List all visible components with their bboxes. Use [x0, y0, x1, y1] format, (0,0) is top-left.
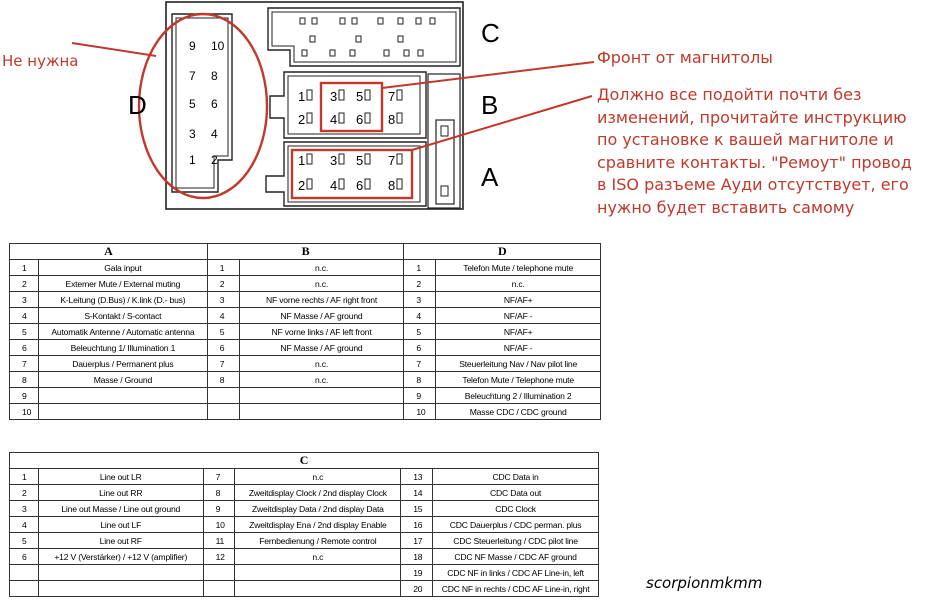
table-row	[10, 517, 599, 533]
pin-function-cell: NF Masse / AF ground	[239, 308, 404, 324]
note-line: изменений, прочитайте инструкцию	[597, 107, 907, 127]
pin-d-6: 6	[211, 97, 218, 111]
pin-number-cell: 3	[404, 292, 436, 308]
pin-function-cell: Externer Mute / External muting	[38, 276, 207, 292]
pin-function-cell: Automatik Antenne / Automatic antenna	[38, 324, 207, 340]
note-line: в ISO разъеме Ауди отсутствует, его	[597, 175, 909, 194]
table-row	[10, 581, 599, 597]
pin-function-cell: Beleuchtung 1/ Illumination 1	[38, 340, 207, 356]
table-row	[10, 533, 599, 549]
pin-number-cell: 4	[207, 308, 239, 324]
pin-function-cell: CDC Data out	[433, 485, 599, 501]
pin-d-3: 3	[189, 127, 196, 141]
pin-number-cell: 2	[207, 276, 239, 292]
table-row	[10, 340, 601, 356]
pin-function-cell: CDC NF Masse / CDC AF ground	[433, 549, 599, 565]
pin-number-cell: 2	[404, 276, 436, 292]
pin-function-cell: NF/AF+	[436, 292, 601, 308]
pin-function-cell: Line out Masse / Line out ground	[38, 501, 203, 517]
pin-a-6: 6	[356, 178, 364, 193]
pin-number-cell: 3	[207, 292, 239, 308]
pin-number-cell: 6	[10, 340, 39, 356]
pin-number-cell	[203, 565, 235, 581]
annotation-front: Фронт от магнитолы	[597, 48, 773, 67]
label-d: D	[128, 90, 147, 120]
annotation-note	[597, 84, 937, 219]
pin-function-cell: Masse CDC / CDC ground	[436, 404, 601, 420]
pin-number-cell: 11	[203, 533, 235, 549]
pin-d-2: 2	[211, 153, 218, 167]
pin-function-cell: n.c.	[239, 276, 404, 292]
table-row	[10, 260, 601, 276]
pin-number-cell: 19	[401, 565, 433, 581]
table-row	[10, 292, 601, 308]
pin-a-5: 5	[356, 153, 364, 168]
pin-number-cell: 12	[203, 549, 235, 565]
pin-b-3: 3	[330, 89, 338, 104]
pin-function-cell: Line out RR	[38, 485, 203, 501]
pin-function-cell: NF vorne links / AF left front	[239, 324, 404, 340]
table-row	[10, 276, 601, 292]
table-header-b: B	[207, 244, 404, 260]
pin-number-cell: 7	[203, 469, 235, 485]
pin-function-cell: n.c.	[239, 372, 404, 388]
pin-function-cell: Telefon Mute / telephone mute	[436, 260, 601, 276]
pin-function-cell: CDC Steuerleitung / CDC pilot line	[433, 533, 599, 549]
pin-number-cell: 6	[10, 549, 39, 565]
pin-d-5: 5	[189, 97, 196, 111]
pin-number-cell: 10	[203, 517, 235, 533]
pin-function-cell: n.c.	[239, 260, 404, 276]
pin-function-cell	[235, 565, 401, 581]
pin-d-4: 4	[211, 127, 218, 141]
pin-function-cell	[38, 565, 203, 581]
pin-function-cell: +12 V (Verstärker) / +12 V (amplifier)	[38, 549, 203, 565]
pin-function-cell	[38, 388, 207, 404]
note-line: по установке к вашей магнитоле и	[597, 130, 894, 149]
table-row	[10, 388, 601, 404]
label-b: B	[481, 90, 499, 120]
pin-function-cell: CDC NF in rechts / CDC AF Line-in, right	[433, 581, 599, 597]
pin-function-cell	[235, 581, 401, 597]
pin-function-cell: NF/AF+	[436, 324, 601, 340]
table-c-header: C	[10, 453, 599, 469]
pin-b-1: 1	[298, 89, 306, 104]
table-row	[10, 501, 599, 517]
pin-function-cell: CDC Clock	[433, 501, 599, 517]
pin-b-4: 4	[330, 112, 338, 127]
table-row	[10, 565, 599, 581]
pin-function-cell: CDC Data in	[433, 469, 599, 485]
pin-function-cell: Steuerleitung Nav / Nav pilot line	[436, 356, 601, 372]
pin-number-cell: 1	[404, 260, 436, 276]
pin-function-cell: Zweitdisplay Data / 2nd display Data	[235, 501, 401, 517]
pin-number-cell: 3	[10, 292, 39, 308]
pin-a-8: 8	[388, 178, 396, 193]
pin-function-cell: CDC Dauerplus / CDC perman. plus	[433, 517, 599, 533]
signature: scorpionmkmm	[646, 574, 763, 592]
pin-b-2: 2	[298, 112, 306, 127]
pin-number-cell: 4	[404, 308, 436, 324]
pin-number-cell: 10	[404, 404, 436, 420]
annotation-not-needed: Не нужна	[2, 52, 79, 70]
note-line: Должно все подойти почти без	[597, 85, 862, 104]
pin-a-3: 3	[330, 153, 338, 168]
pin-d-10: 10	[211, 39, 225, 53]
pin-function-cell: NF/AF -	[436, 308, 601, 324]
pin-function-cell: Gala input	[38, 260, 207, 276]
pin-function-cell: NF vorne rechts / AF right front	[239, 292, 404, 308]
pin-function-cell: n.c	[235, 549, 401, 565]
pin-function-cell: Zweitdisplay Ena / 2nd display Enable	[235, 517, 401, 533]
pin-number-cell: 2	[10, 485, 39, 501]
pin-number-cell: 5	[404, 324, 436, 340]
pin-a-4: 4	[330, 178, 338, 193]
pin-number-cell	[10, 565, 39, 581]
pin-function-cell	[239, 388, 404, 404]
label-c: C	[481, 18, 500, 48]
pin-a-1: 1	[298, 153, 306, 168]
pin-number-cell: 1	[10, 469, 39, 485]
pin-number-cell: 4	[10, 517, 39, 533]
pin-number-cell: 10	[10, 404, 39, 420]
pin-d-9: 9	[189, 39, 196, 53]
pin-number-cell: 15	[401, 501, 433, 517]
pin-function-cell	[38, 404, 207, 420]
pinout-table-c	[9, 452, 599, 597]
pin-number-cell: 16	[401, 517, 433, 533]
pin-function-cell: Telefon Mute / Telephone mute	[436, 372, 601, 388]
pin-function-cell: n.c.	[239, 356, 404, 372]
pin-number-cell: 5	[10, 533, 39, 549]
pin-number-cell: 8	[10, 372, 39, 388]
pin-number-cell: 4	[10, 308, 39, 324]
pin-number-cell: 1	[207, 260, 239, 276]
pin-b-8: 8	[388, 112, 396, 127]
pin-number-cell: 5	[207, 324, 239, 340]
pin-number-cell: 8	[203, 485, 235, 501]
pin-function-cell	[239, 404, 404, 420]
pin-function-cell	[38, 581, 203, 597]
table-row	[10, 404, 601, 420]
pin-function-cell: n.c	[235, 469, 401, 485]
pin-number-cell: 6	[207, 340, 239, 356]
table-row	[10, 372, 601, 388]
pin-b-7: 7	[388, 89, 396, 104]
pin-number-cell: 17	[401, 533, 433, 549]
pin-number-cell: 1	[10, 260, 39, 276]
pinout-table-abd	[9, 243, 601, 420]
pin-b-5: 5	[356, 89, 364, 104]
label-a: A	[481, 162, 499, 192]
pin-d-1: 1	[189, 153, 196, 167]
pin-number-cell: 20	[401, 581, 433, 597]
pin-number-cell: 18	[401, 549, 433, 565]
pin-number-cell: 2	[10, 276, 39, 292]
pin-number-cell: 7	[10, 356, 39, 372]
table-row	[10, 469, 599, 485]
pin-function-cell: Zweitdisplay Clock / 2nd display Clock	[235, 485, 401, 501]
table-row	[10, 324, 601, 340]
pin-function-cell: K-Leitung (D.Bus) / K.link (D.- bus)	[38, 292, 207, 308]
table-row	[10, 308, 601, 324]
pin-number-cell: 8	[207, 372, 239, 388]
table-row	[10, 549, 599, 565]
pin-number-cell: 6	[404, 340, 436, 356]
pin-number-cell: 9	[404, 388, 436, 404]
pin-number-cell	[207, 404, 239, 420]
pin-number-cell: 14	[401, 485, 433, 501]
pin-function-cell: Masse / Ground	[38, 372, 207, 388]
pin-number-cell	[10, 581, 39, 597]
note-line: нужно будет вставить самому	[597, 197, 855, 217]
pin-b-6: 6	[356, 112, 364, 127]
pin-function-cell: S-Kontakt / S-contact	[38, 308, 207, 324]
pin-number-cell: 8	[404, 372, 436, 388]
pin-number-cell: 7	[404, 356, 436, 372]
pin-function-cell: NF/AF -	[436, 340, 601, 356]
pin-number-cell	[203, 581, 235, 597]
table-header-a: A	[10, 244, 208, 260]
pin-number-cell: 7	[207, 356, 239, 372]
table-row	[10, 356, 601, 372]
pin-number-cell: 13	[401, 469, 433, 485]
pin-d-8: 8	[211, 69, 218, 83]
pin-number-cell	[207, 388, 239, 404]
pin-d-7: 7	[189, 69, 196, 83]
pin-function-cell: CDC NF in links / CDC AF Line-in, left	[433, 565, 599, 581]
pin-function-cell: n.c.	[436, 276, 601, 292]
pin-function-cell: Line out LF	[38, 517, 203, 533]
pin-number-cell: 3	[10, 501, 39, 517]
pin-a-7: 7	[388, 153, 396, 168]
note-line: сравните контакты. "Ремоут" провод	[597, 152, 912, 172]
pin-a-2: 2	[298, 178, 306, 193]
pin-number-cell: 9	[10, 388, 39, 404]
pin-function-cell: Fernbedienung / Remote control	[235, 533, 401, 549]
pin-function-cell: Line out LR	[38, 469, 203, 485]
table-row	[10, 485, 599, 501]
pin-number-cell: 9	[203, 501, 235, 517]
pin-function-cell: Beleuchtung 2 / Illumination 2	[436, 388, 601, 404]
pin-function-cell: NF Masse / AF ground	[239, 340, 404, 356]
pointer-not-needed	[72, 43, 156, 56]
table-header-d: D	[404, 244, 601, 260]
pin-number-cell: 5	[10, 324, 39, 340]
pin-function-cell: Dauerplus / Permanent plus	[38, 356, 207, 372]
pin-function-cell: Line out RF	[38, 533, 203, 549]
